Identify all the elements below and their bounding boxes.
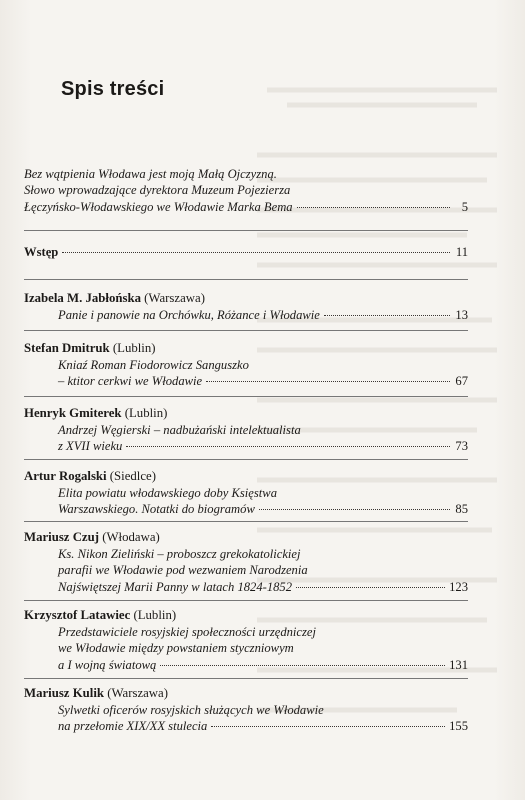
separator [24, 459, 468, 460]
page-number: 85 [455, 502, 468, 517]
page-number: 5 [461, 199, 468, 214]
entry-title-line: Przedstawiciele rosyjskiej społeczności urzędniczej [58, 625, 317, 639]
leader-dots [297, 207, 450, 208]
entry-title-line: Panie i panowie na Orchówku, Różance i Włodawie 13 [58, 308, 468, 322]
separator [24, 330, 468, 331]
entry-title-line: – ktitor cerkwi we Włodawie 67 [58, 374, 468, 389]
entry-title-line: Sylwetki oficerów rosyjskich służących we Włodawie [58, 703, 324, 717]
toc-intro [24, 166, 468, 215]
entry-author: Stefan Dmitruk (Lublin) [24, 341, 156, 355]
separator [24, 600, 468, 601]
toc-entry[interactable] [24, 468, 468, 518]
page-number: 13 [455, 308, 468, 322]
entry-title-line: Najświętszej Marii Panny w latach 1824-1852 123 [58, 579, 468, 594]
page-number: 155 [449, 719, 468, 734]
leader-dots [296, 587, 445, 588]
entry-author: Izabela M. Jabłońska (Warszawa) [24, 291, 205, 305]
toc-entry[interactable] [24, 290, 468, 323]
entry-author: Mariusz Czuj (Włodawa) [24, 530, 160, 544]
entry-author: Henryk Gmiterek (Lublin) [24, 406, 168, 420]
entry-title-line: Ks. Nikon Zieliński – proboszcz grekokatolickiej [58, 547, 301, 561]
page-number: 67 [455, 374, 468, 389]
entry-title-line: Elita powiatu włodawskiego doby Księstwa [58, 486, 277, 500]
leader-dots [206, 381, 450, 382]
entry-author: Mariusz Kulik (Warszawa) [24, 686, 168, 700]
separator [24, 230, 468, 231]
leader-dots [259, 509, 450, 510]
entry-author: Artur Rogalski (Siedlce) [24, 469, 156, 483]
page-number: 73 [455, 439, 468, 454]
separator [24, 396, 468, 397]
entry-title-line: Warszawskiego. Notatki do biogramów 85 [58, 502, 468, 517]
entry-title-line: parafii we Włodawie pod wezwaniem Narodzenia [58, 563, 308, 578]
leader-dots [324, 315, 450, 316]
entry-title-line: we Włodawie między powstaniem styczniowym [58, 641, 294, 656]
separator [24, 678, 468, 679]
entry-title-line: a I wojną światową 131 [58, 657, 468, 672]
page-number: 131 [449, 657, 468, 672]
leader-dots [211, 726, 445, 727]
toc-entry[interactable] [24, 607, 468, 673]
leader-dots [160, 665, 445, 666]
leader-dots [62, 252, 450, 253]
toc-wstep-label: Wstęp [24, 245, 59, 259]
entry-title-line: z XVII wieku 73 [58, 439, 468, 454]
entry-title-line: Kniaź Roman Fiodorowicz Sanguszko [58, 358, 249, 372]
page-title: Spis treści [61, 78, 165, 100]
toc-entry[interactable] [24, 685, 468, 735]
entry-title-line: Andrzej Węgierski – nadbużański intelektualista [58, 423, 301, 437]
entry-title-line: na przełomie XIX/XX stulecia 155 [58, 719, 468, 734]
toc-intro-line-2: Słowo wprowadzające dyrektora Muzeum Pojezierza [24, 183, 291, 198]
toc-entry[interactable] [24, 340, 468, 390]
toc-entry[interactable] [24, 529, 468, 595]
separator [24, 279, 468, 280]
toc-intro-line-3: Łęczyńsko-Włodawskiego we Włodawie Marka Bema 5 [24, 199, 468, 214]
toc-intro-line-1: Bez wątpienia Włodawa jest moją Małą Ojczyzną. [24, 167, 277, 181]
page-number: 11 [455, 245, 468, 259]
toc-wstep[interactable] [24, 244, 468, 260]
toc-entry[interactable] [24, 405, 468, 455]
leader-dots [126, 446, 450, 447]
entry-author: Krzysztof Latawiec (Lublin) [24, 608, 177, 622]
page-number: 123 [449, 579, 468, 594]
separator [24, 521, 468, 522]
